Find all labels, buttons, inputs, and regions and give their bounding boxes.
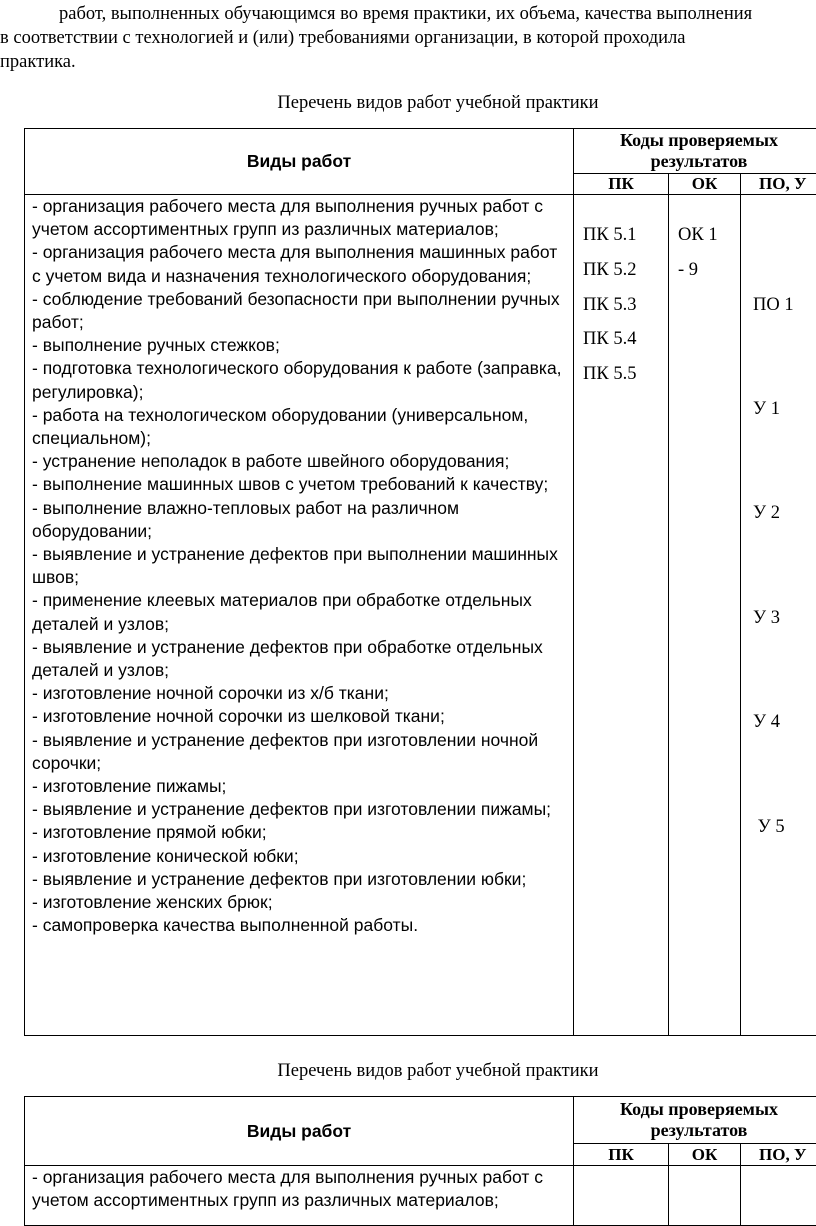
ok-codes-cell: [669, 195, 741, 1036]
table2-caption: Перечень видов работ учебной практики: [0, 1061, 816, 1082]
work-item: - подготовка технологического оборудования к работе (заправка, регулировка);: [32, 357, 569, 403]
pk-code: ПК 5.3: [583, 288, 668, 323]
work-item: - самопроверка качества выполненной работы.: [32, 914, 569, 937]
work-item: - выполнение влажно-тепловых работ на различном оборудовании;: [32, 497, 569, 543]
pk-codes-cell-2: [574, 1166, 669, 1226]
pk-code: ПК 5.2: [583, 253, 668, 288]
work-item: - выполнение ручных стежков;: [32, 334, 569, 357]
works-header-2: Виды работ: [25, 1097, 574, 1166]
work-item: - соблюдение требований безопасности при выполнении ручных работ;: [32, 288, 569, 334]
pk-code: ПК 5.5: [583, 357, 668, 392]
codes-header-line2: результатов: [574, 151, 816, 172]
works-table-1: [24, 128, 816, 1036]
intro-line-1: работ, выполненных обучающимся во время практики, их объема, качества выполнения: [0, 2, 816, 26]
work-item: - организация рабочего места для выполнения машинных работ с учетом вида и назначения технологического оборудования;: [32, 241, 569, 287]
work-item: - изготовление конической юбки;: [32, 845, 569, 868]
work-item: - работа на технологическом оборудовании (универсальном, специальном);: [32, 404, 569, 450]
pk-header: ПК: [574, 174, 669, 195]
work-item: - выполнение машинных швов с учетом требований к качеству;: [32, 473, 569, 496]
works-list-cell: [25, 195, 574, 1036]
works-header: Виды работ: [25, 129, 574, 195]
table1-caption: Перечень видов работ учебной практики: [0, 93, 816, 114]
codes-header-2-line1: Коды проверяемых: [574, 1099, 816, 1120]
codes-header-2-line2: результатов: [574, 1120, 816, 1141]
codes-header-line1: Коды проверяемых: [574, 130, 816, 151]
work-item: - изготовление пижамы;: [32, 775, 569, 798]
po-codes-cell: [741, 195, 816, 1036]
work-item: - выявление и устранение дефектов при обработке отдельных деталей и узлов;: [32, 636, 569, 682]
po-code: У 3: [753, 601, 816, 636]
pk-codes-cell: [574, 195, 669, 1036]
work-item: - изготовление ночной сорочки из х/б ткани;: [32, 682, 569, 705]
work-item: - организация рабочего места для выполнения ручных работ с учетом ассортиментных групп из различных материалов;: [32, 1166, 569, 1212]
work-item: - организация рабочего места для выполнения ручных работ с учетом ассортиментных групп из различных материалов;: [32, 195, 569, 241]
po-header: ПО, У: [741, 174, 816, 195]
po-code: У 5: [753, 810, 816, 845]
work-item: - применение клеевых материалов при обработке отдельных деталей и узлов;: [32, 589, 569, 635]
po-header-2: ПО, У: [741, 1144, 816, 1166]
work-item: - выявление и устранение дефектов при изготовлении ночной сорочки;: [32, 729, 569, 775]
po-code: ПО 1: [753, 288, 816, 323]
work-item: - изготовление ночной сорочки из шелковой ткани;: [32, 705, 569, 728]
po-code: У 1: [753, 392, 816, 427]
work-item: - выявление и устранение дефектов при изготовлении юбки;: [32, 868, 569, 891]
pk-code: ПК 5.1: [583, 218, 668, 253]
work-item: - выявление и устранение дефектов при выполнении машинных швов;: [32, 543, 569, 589]
ok-code: - 9: [678, 253, 740, 288]
ok-header: ОК: [669, 174, 741, 195]
work-item: - изготовление прямой юбки;: [32, 821, 569, 844]
intro-line-3: практика.: [0, 50, 816, 74]
pk-code: ПК 5.4: [583, 322, 668, 357]
ok-codes-cell-2: [669, 1166, 741, 1226]
po-code: У 2: [753, 496, 816, 531]
work-item: - выявление и устранение дефектов при изготовлении пижамы;: [32, 798, 569, 821]
ok-header-2: ОК: [669, 1144, 741, 1166]
work-item: - устранение неполадок в работе швейного оборудования;: [32, 450, 569, 473]
work-item: - изготовление женских брюк;: [32, 891, 569, 914]
codes-header: [574, 129, 816, 174]
works-table-2: [24, 1096, 816, 1226]
intro-line-2: в соответствии с технологией и (или) требованиями организации, в которой проходила: [0, 26, 816, 50]
codes-header-2: [574, 1097, 816, 1144]
po-code: У 4: [753, 705, 816, 740]
po-codes-cell-2: [741, 1166, 816, 1226]
pk-header-2: ПК: [574, 1144, 669, 1166]
works-list-cell-2: [25, 1166, 574, 1226]
intro-paragraph: [0, 2, 816, 74]
ok-code: ОК 1: [678, 218, 740, 253]
